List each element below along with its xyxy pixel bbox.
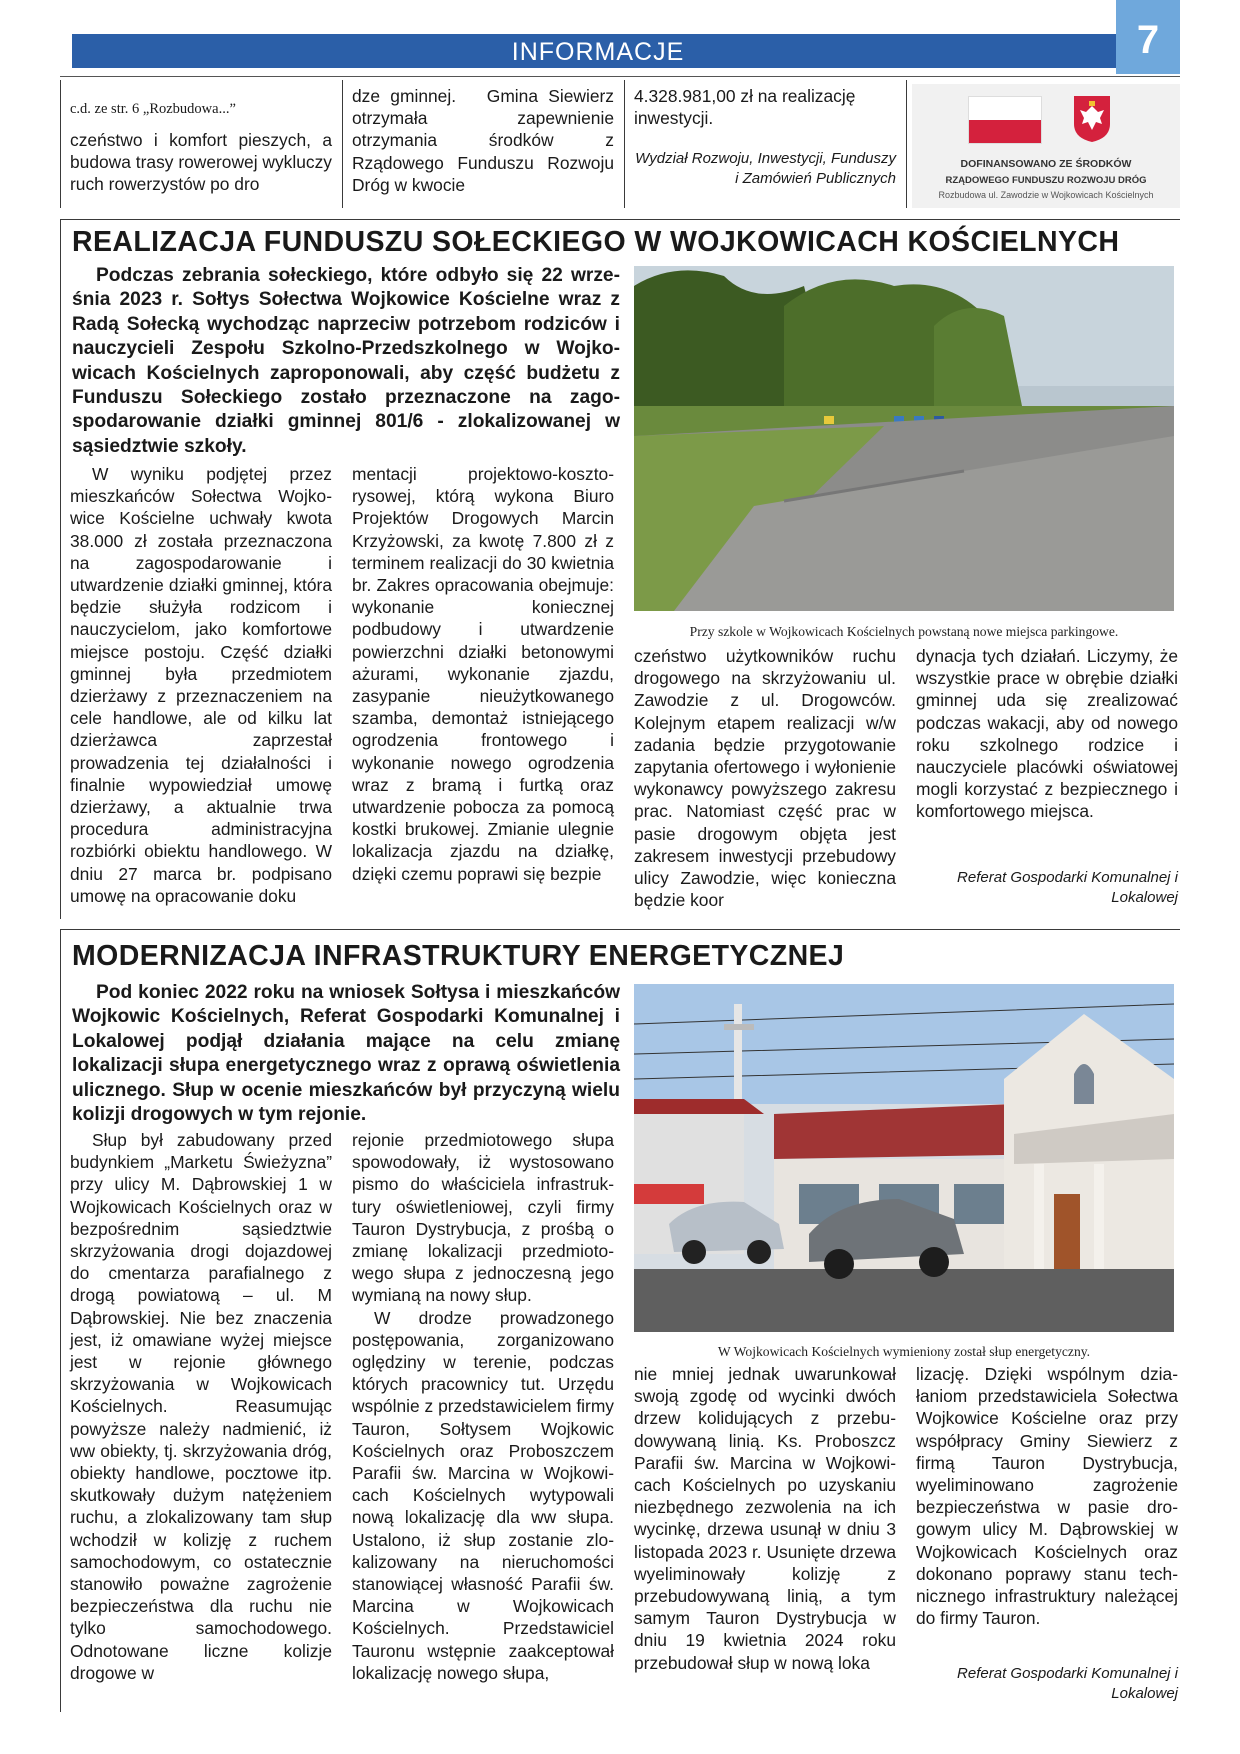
polish-flag-icon [968,96,1042,144]
article-rule [60,219,1180,220]
article2-title: MODERNIZACJA INFRASTRUKTURY ENERGETYCZNEJ [72,940,845,972]
coat-of-arms-icon [1072,94,1112,144]
parking-photo [634,266,1174,611]
article2-col1-text: Słup był zabudowany przed budynkiem „Marketu Świeżyzna” przy ulicy M. Dąbrowskiej 1 w Wojkowicach Kościelnych oraz w bezpośrednim sąsiedztwie skrzyżowania drogi dojazdowej do cmentarza parafialnego z drogą powiatową – ul. M Dąbrowskiej. Nie bez znaczenia jest, iż omawiane wyżej miejsce jest w rejonie głównego skrzyżowania w Wojkowicach Kościelnych. Reasumując powyższe należy nadmienić, iż ww obiekty, tj. skrzyżowania dróg, obiekty handlowe, pocztowe itp. skutkowały dużym natężeniem ruchu, a zlokalizowany tam słup wchodził w kolizję z ruchem samochodowym, co ostatecznie stanowiło poważne zagrożenie bezpieczeństwa dla ruchu nie tylko samochodowego. Odnotowane liczne kolizje drogowe w [70,1130,332,1683]
continuation-col2: dze gminnej. Gmina Siewierz otrzymała zapewnienie otrzymania środków z Rządowego Funduszu Rozwoju Dróg w kwocie [352,86,614,195]
column-rule [624,80,625,208]
power-pole-photo [634,984,1174,1332]
page-number-box [1116,0,1180,74]
article2-col2b-text: W drodze prowadzonego postępowania, zorganizowano oględziny w terenie, podczas których pracownicy tut. Urzędu wspólnie z przedstawicielem firmy Tauron, Sołtysem Wojkowic Kościelnych oraz Proboszczem Parafii św. Marcina w Wojkowicach Kościelnych wytypowali nową lokalizację dla ww słupa. Ustalono, iż słup zostanie zlokalizowany na nieruchomości stanowiącej własność Parafii św. Marcina w Wojkowicach Kościelnych. Przedstawiciel Tauronu wstępnie zaakceptował lokalizację nowego słupa, [352,1307,614,1683]
continuation-col3: 4.328.981,00 zł na realizację inwestycji. [634,86,856,129]
article2-col2a-text: rejonie przedmiotowego słupa spowodowały, iż wystosowano pismo do właściciela infrastruktury oświetleniowej, czyli firmy Tauron Dystrybucja, z prośbą o zmianę lokalizacji przedmiotowego słupa z jednoczesną jego wymianą na nowy słup. [352,1130,614,1306]
parking-photo-caption: Przy szkole w Wojkowicach Kościelnych powstaną nowe miejsca parkingowe. [689,624,1119,639]
power-pole-photo-caption: W Wojkowicach Kościelnych wymieniony został słup energetyczny. [717,1344,1091,1359]
article1-col1 [70,463,332,907]
article1-signature: Referat Gospodarki Komunalnej i Lokalowej [957,869,1178,906]
power-pole-photo-image [634,984,1174,1332]
article2-lead-text: Pod koniec 2022 roku na wniosek Sołtysa i mieszkańców Wojkowic Kościelnych, Referat Gospodarki Komunalnej i Lokalowej podjął działania mające na celu zmianę lokalizacji słupa energetycznego wraz z oprawą oświetlenia ulicznego. Słup w ocenie mieszkańców był przyczyną wielu kolizji drogowych w tym rejonie. [72,982,620,1126]
section-header-bar [72,34,1124,68]
article1-col1-text: W wyniku podjętej przez mieszkańców Sołectwa Wojkowice Kościelne uchwały kwota 38.000 zł została przeznaczona na zagospodarowanie i utwardzenie działki gminnej, która będzie służyła rodzicom i nauczycielom, jako komfortowe miejsce postoju. Część działki gminnej była przedmiotem dzierżawy z przeznaczeniem na cele handlowe, ale od kilku lat dzierżawca zaprzestał prowadzenia tej działalności i finalnie wypowiedział umowę dzierżawy, a aktualnie trwa procedura administracyjna rozbiórki obiektu handlowego. W dniu 27 marca br. podpisano umowę na opracowanie doku [70,464,332,906]
page-number: 7 [1136,18,1160,62]
continuation-col1: czeństwo i komfort pieszych, a budowa trasy rowerowej wykluczy ruch rowerzystów po dro [70,130,332,195]
badge-line2: RZĄDOWEGO FUNDUSZU ROZWOJU DRÓG [945,175,1147,186]
column-rule [60,80,61,208]
badge-line3: Rozbudowa ul. Zawodzie w Wojkowicach Kościelnych [938,190,1154,200]
article2-col4: lizację. Dzięki wspólnym działaniom przedstawiciela Sołectwa Wojkowice Kościelne oraz przy współpracy Gminy Siewierz z firmą Tauron Dystrybucja, wyeliminowano zagrożenie bezpieczeństwa w pasie drogowym ulicy M. Dąbrowskiej w Wojkowicach Kościelnych oraz dokonano poprawy stanu technicznego infrastruktury należącej do firmy Tauron. [916,1364,1178,1629]
column-rule [342,80,343,208]
article2-col1 [70,1129,332,1684]
article2-col3: nie mniej jednak uwarunkował swoją zgodę od wycinki dwóch drzew kolidujących z przebudowywaną linią. Ks. Proboszcz Parafii św. Marcina w Wojkowicach Kościelnych po uzyskaniu niezbędnego zezwolenia na ich wycinkę, drzewa usunął w dniu 3 listopada 2023 r. Usunięte drzewa wyeliminowały kolizję z przebudowywaną linią, a tym samym Tauron Dystrybucja w dniu 19 kwietnia 2024 roku przebudował słup w nową loka [634,1364,896,1673]
article-rule [60,929,1180,930]
article1-lead-text: Podczas zebrania sołeckiego, które odbyło się 22 września 2023 r. Sołtys Sołectwa Wojkowice Kościelne wraz z Radą Sołecką wychodząc naprzeciw potrzebom rodziców i nauczycieli Zespołu Szkolno-Przedszkolnego w Wojkowicach Kościelnych zaproponowali, aby część budżetu z Funduszu Sołeckiego zostało przeznaczone na zagospodarowanie działki gminnej 801/6 - zlokalizowanej w sąsiedztwie szkoły. [72,265,620,457]
parking-photo-image [634,266,1174,611]
continuation-signature: Wydział Rozwoju, Inwestycji, Funduszy i Zamówień Publicznych [635,150,896,187]
header-rule [60,76,1180,77]
funding-badge [912,84,1180,208]
article1-title: REALIZACJA FUNDUSZU SOŁECKIEGO W WOJKOWICACH KOŚCIELNYCH [72,226,1120,258]
article-rule [60,219,61,919]
article1-col4: dynacja tych działań. Liczymy, że wszystkie prace w obrębie działki gminnej uda się zrealizować podczas wakacji, aby od nowego roku szkolnego rodzice i nauczyciele placówki oświatowej mogli korzystać z bezpiecznego i komfortowego miejsca. [916,646,1178,822]
column-rule [906,80,907,208]
badge-line1: DOFINANSOWANO ZE ŚRODKÓW [960,158,1132,170]
article1-col2: mentacji projektowo-kosztorysowej, którą wykona Biuro Projektów Drogowych Marcin Krzyżowski, za kwotę 7.800 zł z terminem realizacji do 30 kwietnia br. Zakres opracowania obejmuje: wykonanie koniecznej podbudowy i utwardzenie powierzchni działki betonowymi ażurami, wykonanie zjazdu, zasypanie nieużytkowanego szamba, demontaż istniejącego ogrodzenia frontowego i wykonanie nowego ogrodzenia wraz z bramą i furtką oraz utwardzenie pobocza za pomocą kostki brukowej. Zmianie ulegnie lokalizacja zjazdu na działkę, dzięki czemu poprawi się bezpie [352,464,614,884]
article1-col3: czeństwo użytkowników ruchu drogowego na skrzyżowaniu ul. Zawodzie z ul. Drogowców. Kolejnym etapem realizacji w/w zadania będzie przygotowanie zapytania ofertowego i wyłonienie wykonawcy powyższego zakresu prac. Natomiast część prac w pasie drogowym objęta jest zakresem inwestycji przebudowy ulicy Zawodzie, więc konieczna będzie koor [634,646,896,911]
article2-lead [72,981,620,1127]
article1-lead [72,264,620,459]
section-title: INFORMACJE [511,38,685,66]
article2-col2 [352,1129,614,1684]
article2-signature: Referat Gospodarki Komunalnej i Lokalowej [957,1665,1178,1702]
article-rule [60,929,61,1712]
continuation-ref: c.d. ze str. 6 „Rozbudowa...” [70,101,236,117]
